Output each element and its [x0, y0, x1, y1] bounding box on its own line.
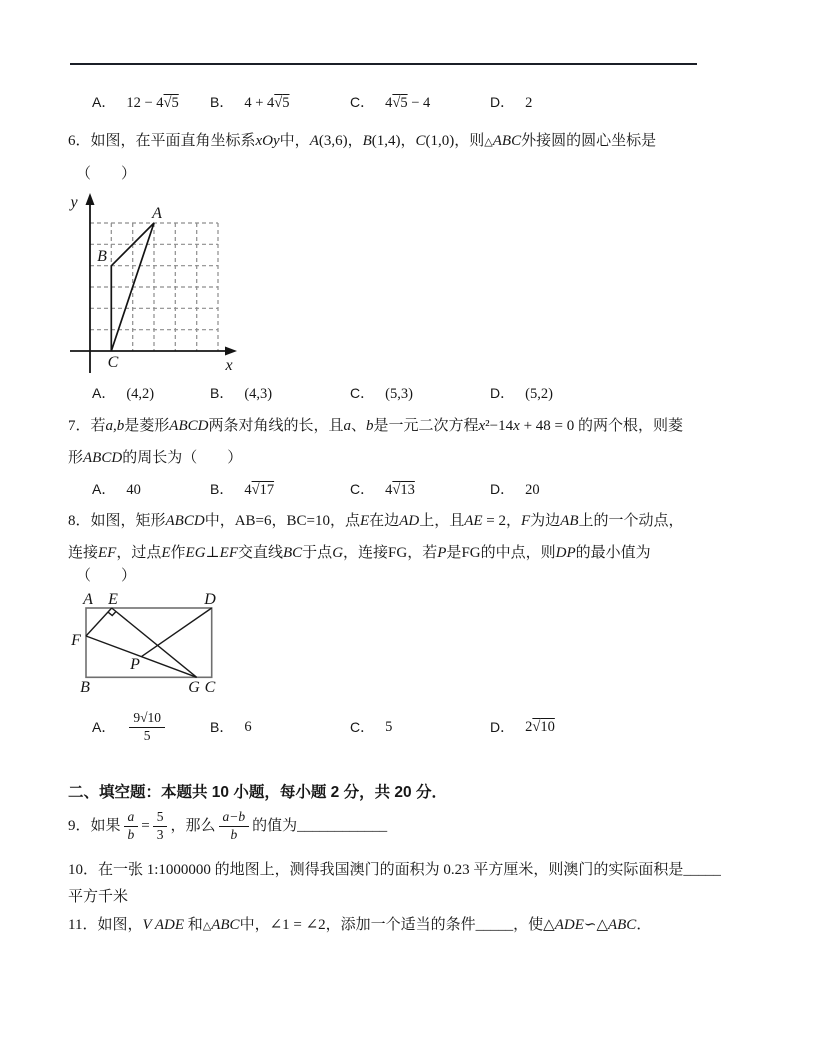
- q8-option-c: C． 5: [350, 718, 393, 735]
- question-7-text-line2: 形ABCD的周长为（ ）: [68, 450, 243, 466]
- point-e-label: E: [108, 591, 118, 608]
- point-b-label: B: [97, 248, 107, 265]
- point-g-label: G: [188, 679, 200, 696]
- question-7-text-line1: 7．若a,b是菱形ABCD两条对角线的长，且a、b是一元二次方程x²−14x + 48 = 0 的两个根，则菱: [68, 418, 683, 434]
- rectangle-figure: [68, 590, 230, 702]
- question-10-text-line1: 10．在一张 1:1000000 的地图上，测得我国澳门的面积为 0.23 平方厘米，则澳门的实际面积是_____: [68, 862, 721, 878]
- segment-fe: [86, 608, 112, 636]
- corner-d-label: D: [204, 591, 216, 608]
- y-axis-label: y: [70, 194, 78, 211]
- q5-options-row: [68, 92, 758, 114]
- q6-option-b: B． (4,3): [210, 385, 273, 402]
- q7-option-c: C． 4 √ 13: [350, 479, 415, 501]
- segment-dp: [141, 608, 211, 657]
- x-axis-arrow: [225, 347, 237, 356]
- q6-option-c: C． (5,3): [350, 385, 413, 402]
- q8-options-row: [68, 704, 758, 750]
- question-6-answer-paren: （ ）: [76, 166, 137, 182]
- question-8-answer-paren: （ ）: [76, 568, 137, 584]
- question-9-text: 9．如果 $\frac{a}{b}$ = $\frac{5}{3}$ ，那么 $\frac{a-b}{b}$ 的值为____________: [68, 808, 388, 842]
- q5-option-c: C． 4 √ 5 − 4: [350, 92, 430, 114]
- x-axis-label: x: [225, 357, 233, 374]
- q7-option-d: D． 20: [490, 481, 540, 498]
- point-f-label: F: [71, 632, 81, 649]
- corner-b-label: B: [80, 679, 90, 696]
- q6-option-a: A． (4,2): [92, 385, 155, 402]
- question-10-text-line2: 平方千米: [68, 889, 129, 905]
- grid-dashed-lines: [90, 223, 218, 351]
- right-angle-mark: [108, 612, 116, 616]
- q7-options-row: [68, 479, 758, 501]
- q5-option-b: B． 4 + 4 √ 5: [210, 92, 290, 114]
- q5-option-d: D． 2: [490, 94, 533, 111]
- q6-options-row: [68, 383, 758, 405]
- corner-c-label: C: [204, 679, 216, 696]
- question-6-text: 6．如图，在平面直角坐标系xOy中，A(3,6)，B(1,4)，C(1,0)，则△ABC外接圆的圆心坐标是: [68, 133, 657, 149]
- question-8-text-line2: 连接EF，过点E作EG⊥EF交直线BC于点G，连接FG，若P是FG的中点，则DP的最小值为: [68, 545, 651, 561]
- cevian-lines: [86, 608, 212, 677]
- q8-option-a: A． $\frac{9√10}{5}$: [92, 704, 168, 750]
- point-p-label: P: [130, 656, 140, 673]
- section-2-heading: 二、填空题：本题共 10 小题，每小题 2 分，共 20 分．: [68, 784, 447, 801]
- q8-option-d: D． 2 √ 10: [490, 704, 555, 750]
- coordinate-figure: [64, 190, 246, 380]
- question-8-text-line1: 8．如图，矩形ABCD中，AB=6，BC=10，点E在边AD上，且AE = 2，F为边AB上的一个动点，: [68, 513, 684, 529]
- corner-a-label: A: [83, 591, 93, 608]
- header-rule: [70, 63, 697, 65]
- q7-option-b: B． 4 √ 17: [210, 479, 274, 501]
- q8-option-b: B． 6: [210, 718, 252, 735]
- question-11-text: 11．如图，V ADE 和△ABC中，∠1 = ∠2，添加一个适当的条件_____，使△ADE∽△ABC．: [68, 917, 652, 933]
- q7-option-a: A． 40: [92, 481, 141, 498]
- segment-eg: [112, 608, 197, 677]
- point-c-label: C: [107, 354, 119, 371]
- q5-option-a: A． 12 − 4 √ 5: [92, 92, 179, 114]
- q6-option-d: D． (5,2): [490, 385, 553, 402]
- y-axis-arrow: [86, 193, 95, 205]
- point-a-label: A: [152, 205, 162, 222]
